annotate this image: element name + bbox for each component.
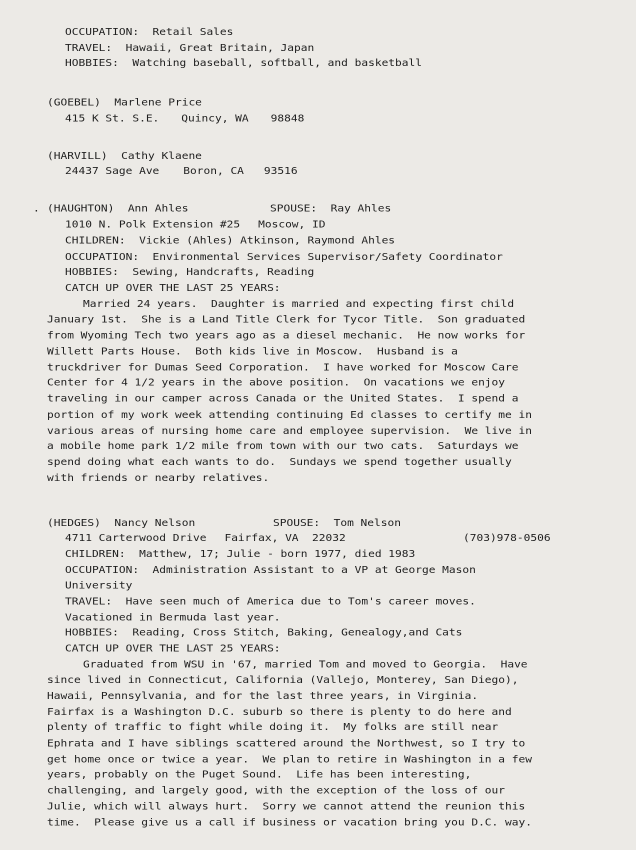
story-line: challenging, and largely good, with the exception of the loss of our	[47, 784, 506, 797]
entry-name: (HARVILL) Cathy Klaene	[47, 149, 202, 162]
story-line: Willett Parts House. Both kids live in Moscow. Husband is a	[47, 345, 458, 358]
occupation-line: OCCUPATION: Administration Assistant to a VP at George Mason	[65, 564, 476, 576]
street-address: 415 K St. S.E.	[65, 112, 160, 125]
address-line	[65, 217, 325, 233]
story-line: traveling in our camper across Canada or the United States. I spend a	[47, 392, 519, 405]
spouse-line: SPOUSE: Tom Nelson	[273, 516, 401, 529]
story-line: from Wyoming Tech two years ago as a diesel mechanic. He now works for	[47, 329, 526, 341]
travel-line: TRAVEL: Have seen much of America due to Tom's career moves.	[65, 595, 476, 608]
zip-code: 98848	[270, 112, 305, 125]
children-line: CHILDREN: Matthew, 17; Julie - born 1977, died 1983	[65, 548, 416, 560]
story-line: time. Please give us a call if business or vacation bring you D.C. way.	[47, 816, 532, 828]
story-line: since lived in Connecticut, California (Vallejo, Monterey, San Diego),	[47, 673, 519, 686]
story-line: truckdriver for Dumas Seed Corporation. I have worked for Moscow Care	[47, 361, 519, 374]
city-state: Boron, CA	[183, 165, 244, 177]
city-state: Quincy, WA	[181, 112, 249, 125]
occupation-line: OCCUPATION: Retail Sales	[65, 25, 234, 38]
hobbies-line: HOBBIES: Reading, Cross Stitch, Baking, Genealogy,and Cats	[65, 626, 463, 639]
story-line: a mobile home park 1/2 mile from town with our two cats. Saturdays we	[47, 440, 519, 452]
children-line: CHILDREN: Vickie (Ahles) Atkinson, Raymond Ahles	[65, 234, 396, 247]
travel-line: TRAVEL: Hawaii, Great Britain, Japan	[65, 41, 315, 54]
hobbies-line: HOBBIES: Sewing, Handcrafts, Reading	[65, 266, 315, 278]
margin-dot: .	[33, 202, 40, 215]
city-state: Fairfax, VA 22032	[224, 532, 346, 544]
address-line	[65, 530, 346, 546]
city-state: Moscow, ID	[258, 218, 326, 231]
entry-name: (HAUGHTON) Ann Ahles	[47, 202, 189, 215]
street-address: 1010 N. Polk Extension #25	[65, 218, 241, 231]
travel-continued: Vacationed in Bermuda last year.	[65, 611, 281, 624]
story-line: get home once or twice a year. We plan to retire in Washington in a few	[47, 753, 532, 765]
occupation-line: OCCUPATION: Environmental Services Supervisor/Safety Coordinator	[65, 250, 503, 263]
street-address: 24437 Sage Ave	[65, 165, 160, 177]
story-line: Center for 4 1/2 years in the above position. On vacations we enjoy	[47, 376, 506, 389]
story-line: Graduated from WSU in '67, married Tom and moved to Georgia. Have	[83, 658, 528, 671]
phone-number: (703)978-0506	[463, 532, 551, 544]
occupation-continued: University	[65, 579, 133, 591]
street-address: 4711 Carterwood Drive	[65, 532, 207, 544]
story-line: various areas of nursing home care and employee supervision. We live in	[47, 424, 532, 437]
story-line: portion of my work week attending continuing Ed classes to certify me in	[47, 408, 532, 421]
catch-up-heading: CATCH UP OVER THE LAST 25 YEARS:	[65, 282, 281, 294]
catch-up-heading: CATCH UP OVER THE LAST 25 YEARS:	[65, 642, 281, 655]
address-line	[65, 111, 304, 127]
story-line: Ephrata and I have siblings scattered around the Northwest, so I try to	[47, 737, 526, 749]
entry-name: (HEDGES) Nancy Nelson	[47, 516, 196, 529]
hobbies-line: HOBBIES: Watching baseball, softball, and basketball	[65, 57, 422, 69]
story-line: Married 24 years. Daughter is married and expecting first child	[83, 298, 515, 310]
story-line: years, probably on the Puget Sound. Life has been interesting,	[47, 768, 472, 781]
story-line: January 1st. She is a Land Title Clerk for Tycor Title. Son graduated	[47, 313, 526, 325]
story-line: Hawaii, Pennsylvania, and for the last three years, in Virginia.	[47, 690, 479, 702]
story-line: spend doing what each wants to do. Sundays we spend together usually	[47, 456, 512, 468]
address-line	[65, 163, 298, 179]
story-line: with friends or nearby relatives.	[47, 472, 270, 484]
story-line: Julie, which will always hurt. Sorry we cannot attend the reunion this	[47, 800, 526, 813]
story-line: plenty of traffic to fight while doing it. My folks are still near	[47, 721, 499, 733]
entry-name: (GOEBEL) Marlene Price	[47, 96, 202, 109]
spouse-line: SPOUSE: Ray Ahles	[270, 202, 392, 215]
story-line: Fairfax is a Washington D.C. suburb so there is plenty to do here and	[47, 706, 512, 718]
zip-code: 93516	[263, 165, 298, 177]
